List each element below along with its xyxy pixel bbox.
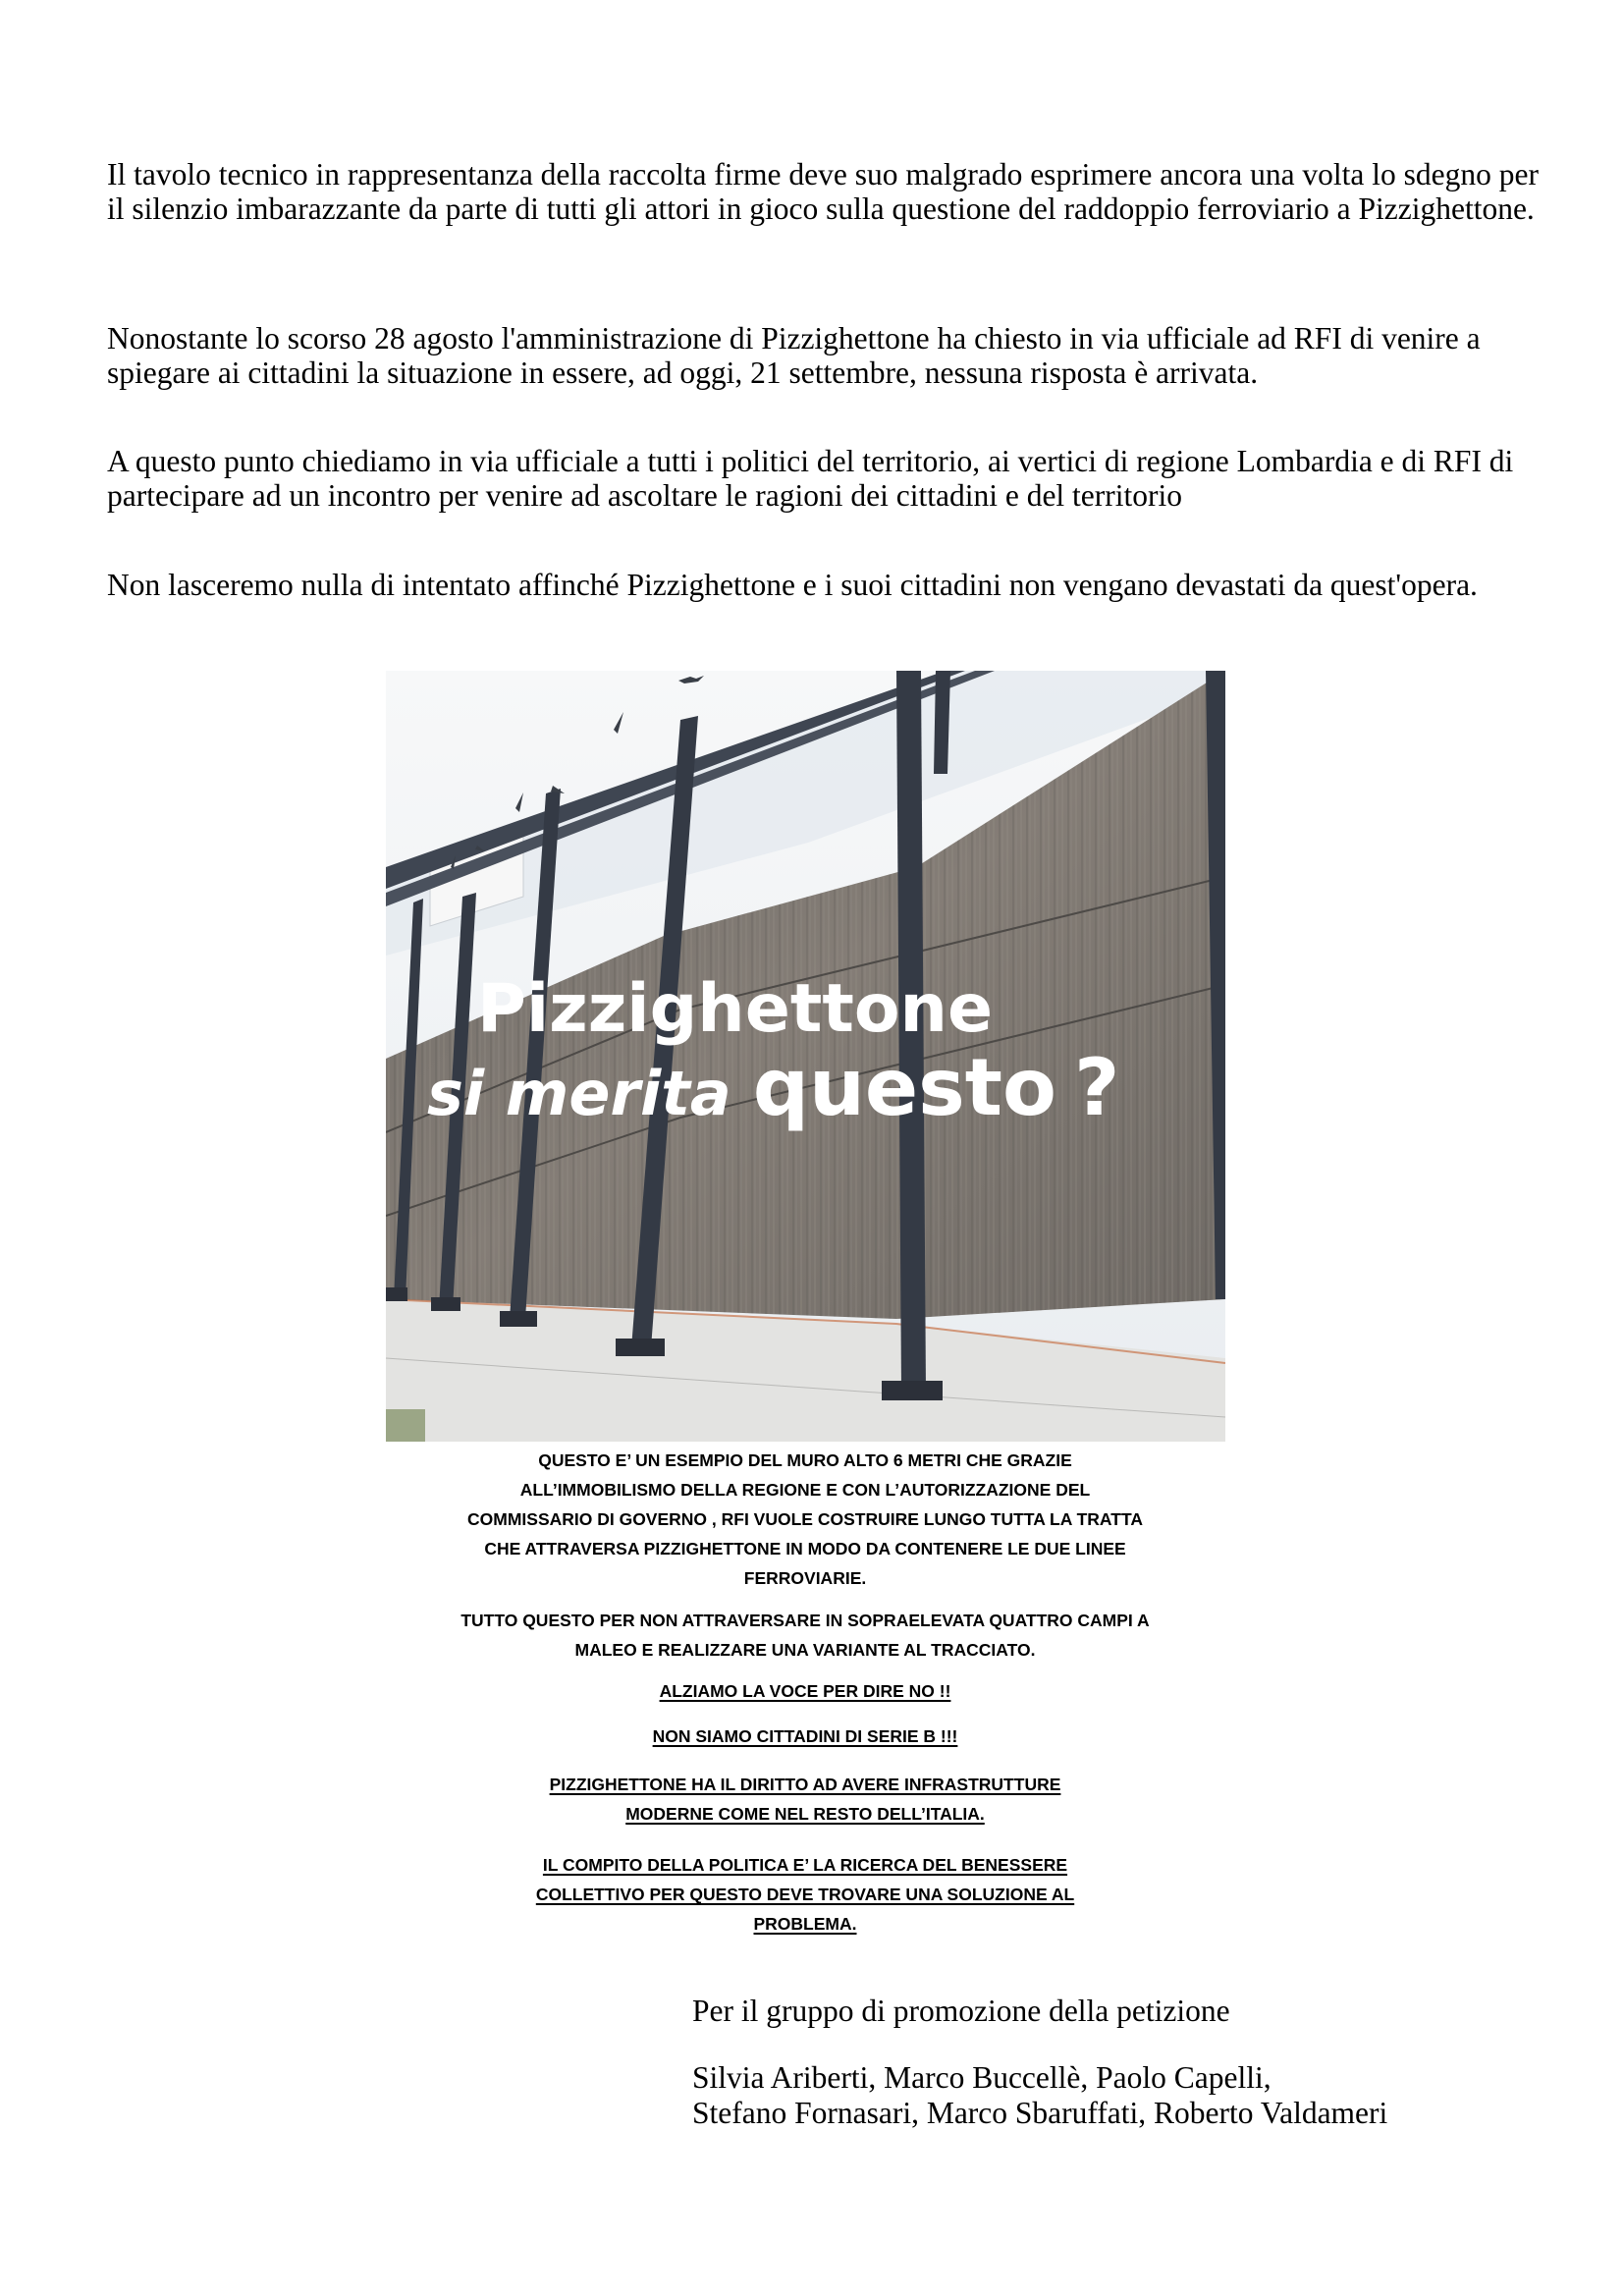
caption-line: MALEO E REALIZZARE UNA VARIANTE AL TRACCIATO. bbox=[574, 1640, 1036, 1660]
signature-intro-text: Per il gruppo di promozione della petizione bbox=[692, 1994, 1230, 2028]
caption-line: QUESTO E’ UN ESEMPIO DEL MURO ALTO 6 METRI CHE GRAZIE bbox=[538, 1450, 1072, 1470]
post-foot bbox=[616, 1339, 665, 1356]
caption-infrastructure-right bbox=[363, 1770, 1247, 1829]
signature-intro bbox=[692, 1994, 1576, 2029]
paragraph-intro bbox=[107, 157, 1560, 226]
caption-wall-description bbox=[363, 1446, 1247, 1593]
overlay-question-mark: ? bbox=[1074, 1042, 1120, 1133]
paragraph-text: Nonostante lo scorso 28 agosto l'amministrazione di Pizzighettone ha chiesto in via ufficiale ad RFI di venire a spiegare ai cittadini la situazione in essere, ad oggi, 21 settembre, nessuna risposta è arrivata. bbox=[107, 321, 1481, 390]
caption-line: COLLETTIVO PER QUESTO DEVE TROVARE UNA SOLUZIONE AL bbox=[535, 1885, 1075, 1904]
signature-names-line: Stefano Fornasari, Marco Sbaruffati, Roberto Valdameri bbox=[692, 2096, 1388, 2130]
paragraph-commitment bbox=[107, 568, 1560, 602]
paragraph-request-rfi bbox=[107, 321, 1560, 390]
caption-line: TUTTO QUESTO PER NON ATTRAVERSARE IN SOPRAELEVATA QUATTRO CAMPI A bbox=[460, 1611, 1150, 1630]
paragraph-text: Non lasceremo nulla di intentato affinché Pizzighettone e i suoi cittadini non vengano devastati da quest'opera. bbox=[107, 568, 1478, 602]
slogan-line: ALZIAMO LA VOCE PER DIRE NO !! bbox=[659, 1681, 951, 1701]
signature-names-line: Silvia Ariberti, Marco Buccellè, Paolo Capelli, bbox=[692, 2060, 1271, 2095]
overlay-line-pizzighettone: Pizzighettone bbox=[477, 970, 994, 1048]
grass bbox=[386, 1409, 425, 1442]
post-foot bbox=[431, 1297, 460, 1311]
caption-line: FERROVIARIE. bbox=[743, 1568, 867, 1588]
caption-line: IL COMPITO DELLA POLITICA E’ LA RICERCA DEL BENESSERE bbox=[542, 1855, 1068, 1875]
signature-names bbox=[692, 2060, 1576, 2131]
caption-line: PROBLEMA. bbox=[753, 1914, 857, 1934]
overlay-line-si-merita: si merita bbox=[427, 1058, 731, 1129]
paragraph-text: A questo punto chiediamo in via ufficiale a tutti i politici del territorio, ai vertici di regione Lombardia e di RFI di partecipare ad un incontro per venire ad ascoltare le ragioni dei cittadini e del territorio bbox=[107, 444, 1514, 513]
paragraph-text: Il tavolo tecnico in rappresentanza della raccolta firme deve suo malgrado esprimere ancora una volta lo sdegno per il silenzio imbarazzante da parte di tutti gli attori in gioco sulla questione del raddoppio ferroviario a Pizzighettone. bbox=[107, 157, 1539, 226]
caption-line: CHE ATTRAVERSA PIZZIGHETTONE IN MODO DA CONTENERE LE DUE LINEE bbox=[484, 1539, 1126, 1558]
caption-politics-duty bbox=[363, 1850, 1247, 1939]
post-foot bbox=[882, 1381, 943, 1400]
post-foot bbox=[500, 1311, 537, 1327]
noise-barrier-photo bbox=[386, 671, 1225, 1442]
caption-line: ALL’IMMOBILISMO DELLA REGIONE E CON L’AUTORIZZAZIONE DEL bbox=[519, 1480, 1091, 1500]
caption-variant-route bbox=[363, 1606, 1247, 1665]
caption-line: COMMISSARIO DI GOVERNO , RFI VUOLE COSTRUIRE LUNGO TUTTA LA TRATTA bbox=[467, 1509, 1143, 1529]
captions bbox=[363, 1446, 1247, 1939]
caption-line: MODERNE COME NEL RESTO DELL’ITALIA. bbox=[625, 1804, 985, 1824]
slogan-serie-b bbox=[363, 1722, 1247, 1751]
photo-illustration bbox=[386, 671, 1225, 1442]
caption-line: PIZZIGHETTONE HA IL DIRITTO AD AVERE INFRASTRUTTURE bbox=[549, 1775, 1061, 1794]
overlay-line-questo: questo bbox=[752, 1042, 1056, 1133]
paragraph-meeting-request bbox=[107, 444, 1560, 513]
slogan-alziamo-la-voce bbox=[363, 1676, 1247, 1706]
post-foot bbox=[386, 1287, 407, 1301]
slogan-line: NON SIAMO CITTADINI DI SERIE B !!! bbox=[652, 1726, 958, 1746]
